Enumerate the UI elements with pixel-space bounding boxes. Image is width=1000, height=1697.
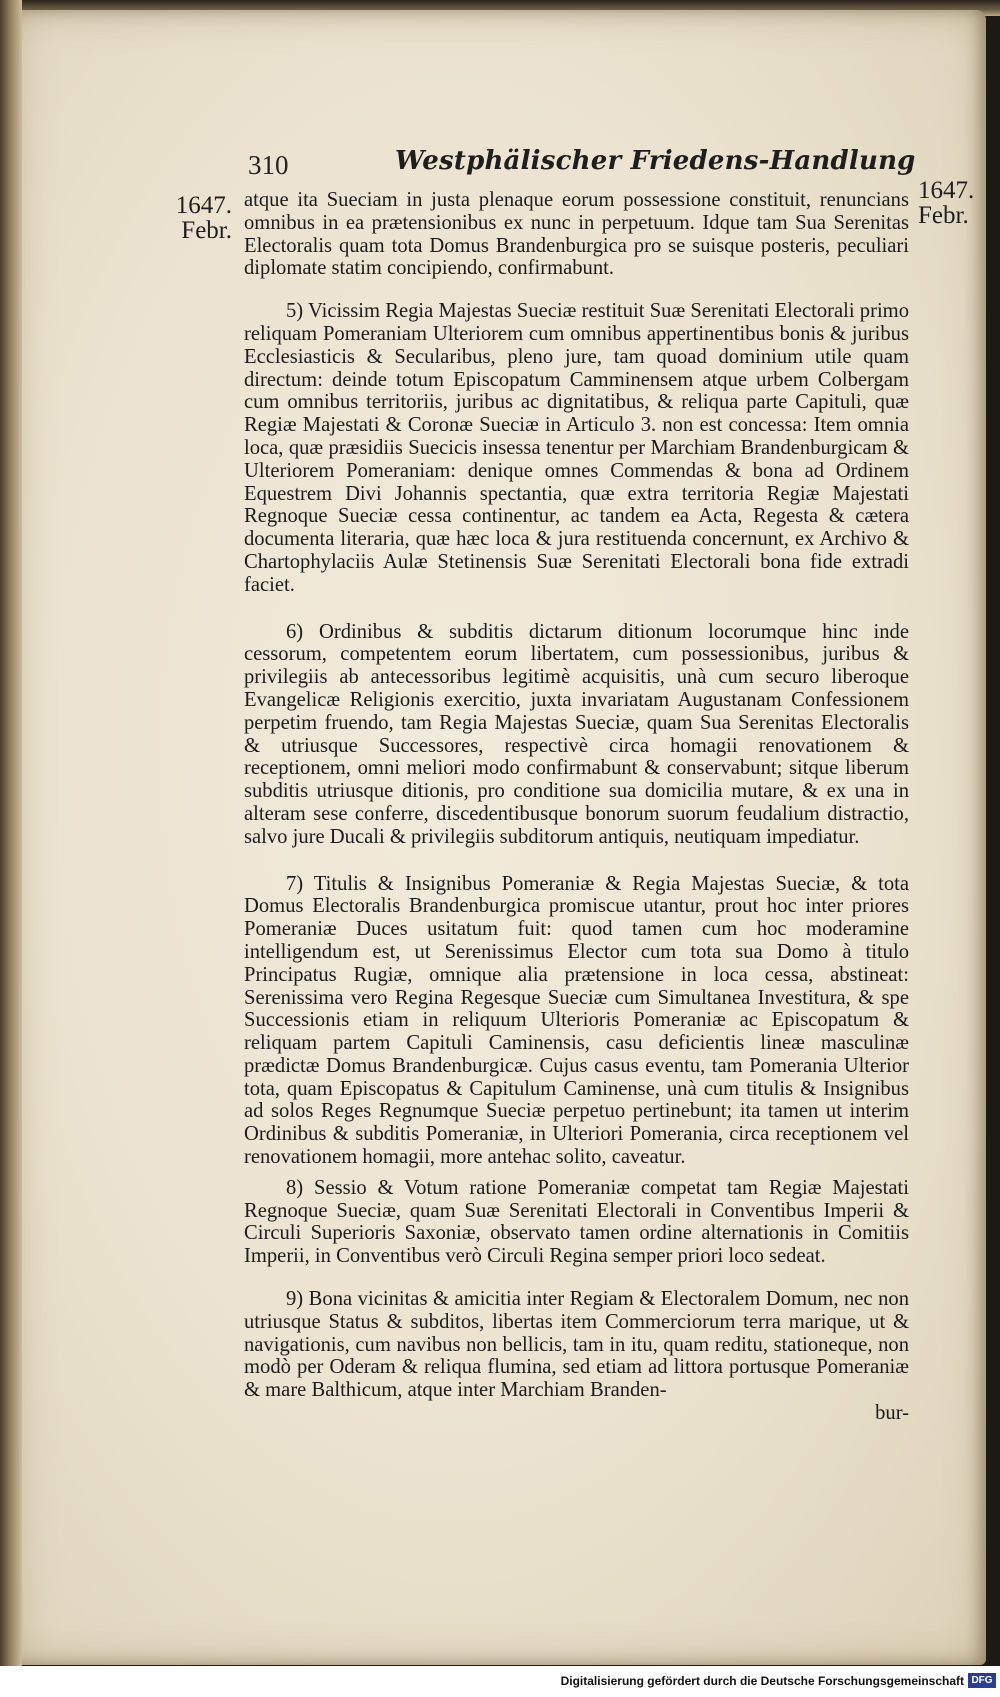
paragraph-article-5: 5) Vicissim Regia Majestas Sueciæ restituit Suæ Serenitati Electorali primo reliquam Pomeraniam Ulteriorem cum omnibus appertinentibus bonis & juribus Ecclesiasticis & Secularibus, pleno jure, tam quoad dominium utile quam directum: deinde totum Episcopatum Camminensem atque urbem Colbergam cum omnibus territoriis, juribus ac dignitatibus, & reliqua parte Capituli, quæ Regiæ Majestati & Coronæ Sueciæ in Articulo 3. non est concessa: Item omnia loca, quæ præsidiis Suecicis insessa tenentur per Marchiam Brandenburgicam & Ulteriorem Pomeraniam: denique omnes Commendas & bona ad Ordinem Equestrem Divi Johannis spectantia, quæ extra territoria Regiæ Majestati Regnoque Sueciæ cessa continentur, ac tandem ea Acta, Regesta & cætera documenta literaria, quæ hæc loca & jura restituenda concernunt, ex Archivo & Chartophylaciis Aulæ Stetinensis Suæ Serenitati Electorali bona fide extradi faciet. [244, 300, 909, 596]
paragraph-article-7: 7) Titulis & Insignibus Pomeraniæ & Regia Majestas Sueciæ, & tota Domus Electoralis Brandenburgica promiscue utantur, prout hoc inter priores Pomeraniæ Duces usitatum fuit: quod tamen cum hoc moderamine intelligendum est, ut Serenissimus Elector cum tota sua Domo à titulo Principatus Rugiæ, omnique alia prætensione in loca cessa, abstineat: Serenissima vero Regina Regesque Sueciæ cum Simultanea Investitura, & spe Successionis etiam in reliquum Ulterioris Pomeraniæ ac Episcopatum & reliquam partem Capituli Caminensis, casu deficientis lineæ masculinæ prædictæ Domus Brandenburgicæ. Cujus casus eventu, tam Pomerania Ulterior tota, quam Episcopatus & Capitulum Caminense, unà cum titulis & Insignibus ad solos Reges Regnumque Sueciæ perpetuo pertinebunt; ita tamen ut interim Ordinibus & subditis Pomeraniæ, in Ulteriori Pomerania, circa receptionem vel renovationem homagii, more antehac solito, caveatur. [244, 872, 909, 1169]
footer-credit: Digitalisierung gefördert durch die Deutsche Forschungsgemeinschaft [560, 1674, 964, 1688]
margin-year-right: 1647. [918, 177, 975, 204]
paragraph-continuation: atque ita Sueciam in justa plenaque eorum possessione constituit, renuncians omnibus in ea prætensionibus ex nunc in perpetuum. Idque tam Sua Serenitas Electoralis quam tota Domus Brandenburgica pro se suisque posteris, peculiari diplomate statim concipiendo, confirmabunt. [244, 189, 909, 280]
margin-month-right: Febr. [918, 202, 969, 229]
catchword: bur- [875, 1402, 909, 1425]
dfg-logo: DFG [968, 1673, 996, 1688]
running-head: Westphälischer Friedens-Handlung [395, 146, 916, 176]
paragraph-article-9: 9) Bona vicinitas & amicitia inter Regiam & Electoralem Domum, nec non utriusque Status & subditos, libertas item Commerciorum terra marique, ut & navigationis, cum navibus non bellicis, tam in itu, quam reditu, stationeque, non modò per Oderam & reliqua flumina, sed etiam ad littora portusque Pomeraniæ & mare Balthicum, atque inter Marchiam Branden- [244, 1288, 909, 1402]
paragraph-article-6: 6) Ordinibus & subditis dictarum ditionum locorumque hinc inde cessorum, competentem eorum libertatem, cum possessionibus, juribus & privilegiis ab antecessoribus legitimè acquisitis, unà cum securo liberoque Evangelicæ Religionis exercitio, juxta invariatam Augustanam Confessionem perpetim fruendo, tam Regia Majestas Sueciæ, quam Sua Serenitas Electoralis & utriusque Successores, respectivè circa homagii renovationem & receptionem, omni meliori modo confirmabunt & conservabunt; sitque liberum subditis utriusque ditionis, pro conditione sua domicilia mutare, & ex una in alteram sese conferre, discedentibusque bonorum suorum feudalium distractio, salvo jure Ducali & privilegiis subditorum antiquis, neutiquam impediatur. [244, 620, 909, 848]
book-binding-edge [0, 0, 22, 1697]
digitization-footer [0, 1666, 1000, 1697]
margin-month-left: Febr. [181, 217, 232, 244]
margin-date-right [918, 178, 998, 228]
margin-date-left [150, 193, 232, 243]
paragraph-article-8: 8) Sessio & Votum ratione Pomeraniæ competat tam Regiæ Majestati Regnoque Sueciæ, quam Suæ Serenitati Electorali in Conventibus Imperii & Circuli Superioris Saxoniæ, observato tamen ordine alternationis in Comitiis Imperii, in Conventibus verò Circuli Regina semper priori loco sedeat. [244, 1176, 909, 1268]
main-text [244, 189, 909, 1425]
page-number: 310 [248, 150, 289, 180]
margin-year-left: 1647. [175, 192, 232, 219]
